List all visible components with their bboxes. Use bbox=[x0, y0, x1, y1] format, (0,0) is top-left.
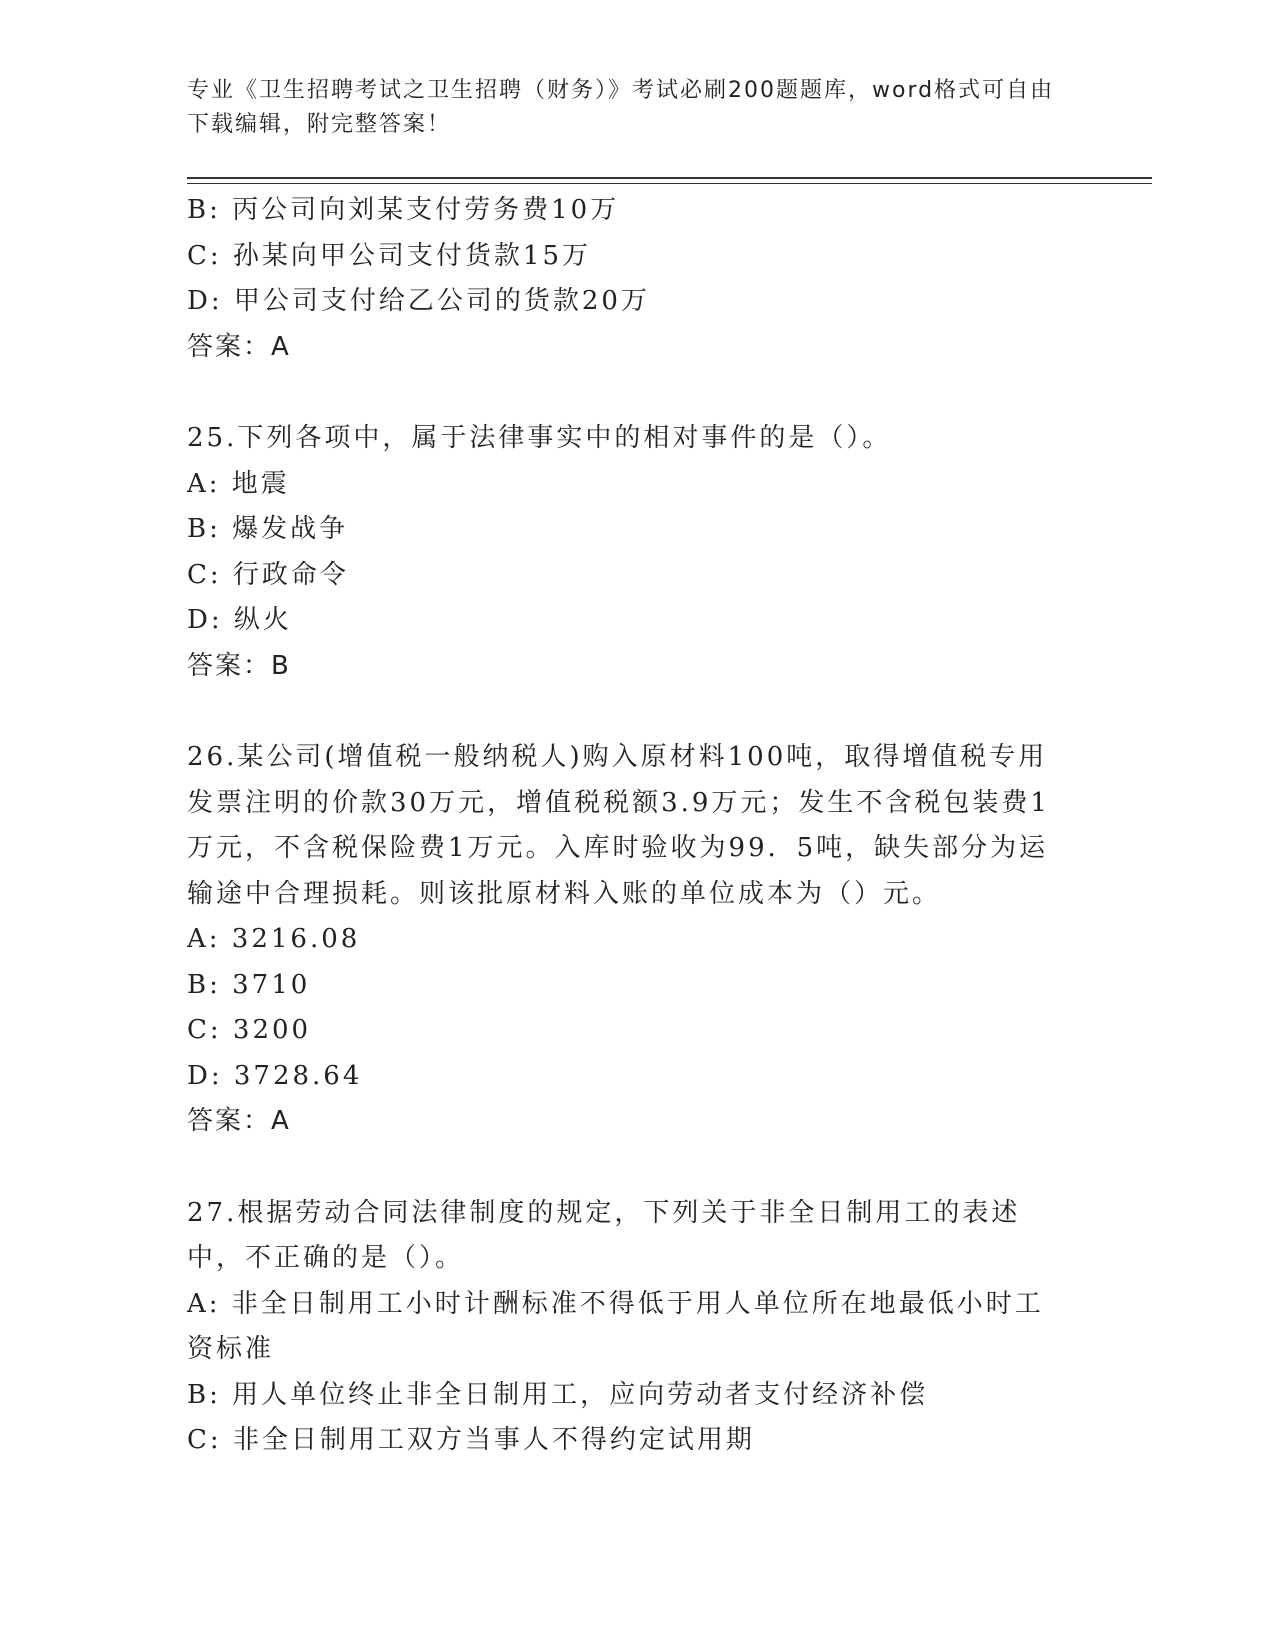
spacer bbox=[187, 1145, 1087, 1191]
header-divider-thin bbox=[187, 183, 1152, 184]
option-c: C: 行政命令 bbox=[187, 559, 349, 590]
question-stem: 27.根据劳动合同法律制度的规定，下列关于非全日制用工的表述中，不正确的是（）。 bbox=[187, 1197, 1021, 1273]
spacer bbox=[187, 370, 1087, 416]
question-list bbox=[187, 188, 1087, 1464]
option-b: B: 爆发战争 bbox=[187, 514, 349, 544]
answer-label: 答案：A bbox=[187, 331, 291, 362]
question-25 bbox=[187, 416, 1087, 689]
option-b: B: 用人单位终止非全日制用工，应向劳动者支付经济补偿 bbox=[187, 1379, 929, 1410]
question-26 bbox=[187, 735, 1087, 1145]
option-a: A: 3216.08 bbox=[187, 924, 361, 954]
question-27 bbox=[187, 1191, 1087, 1464]
option-c: C: 3200 bbox=[187, 1015, 312, 1045]
answer-label: 答案：A bbox=[187, 1106, 291, 1136]
option-b: B: 3710 bbox=[187, 969, 311, 1000]
option-c: C: 孙某向甲公司支付货款15万 bbox=[187, 240, 592, 271]
question-stem: 26.某公司(增值税一般纳税人)购入原材料100吨，取得增值税专用发票注明的价款30万元，增值税税额3.9万元；发生不含税包装费1万元，不含税保险费1万元。入库时验收为99．5吨，缺失部分为运输途中合理损耗。则该批原材料入账的单位成本为（）元。 bbox=[187, 742, 1050, 909]
question-24 bbox=[187, 188, 1087, 370]
answer-label: 答案：B bbox=[187, 650, 291, 681]
question-stem: 25.下列各项中，属于法律事实中的相对事件的是（）。 bbox=[187, 423, 892, 453]
option-a: A: 非全日制用工小时计酬标准不得低于用人单位所在地最低小时工资标准 bbox=[187, 1288, 1044, 1364]
spacer bbox=[187, 689, 1087, 735]
option-a: A: 地震 bbox=[187, 468, 290, 499]
option-c: C: 非全日制用工双方当事人不得约定试用期 bbox=[187, 1425, 755, 1455]
option-d: D: 3728.64 bbox=[187, 1060, 363, 1091]
header-divider-thick bbox=[187, 177, 1152, 179]
header-title: 专业《卫生招聘考试之卫生招聘（财务）》考试必刷200题题库，word格式可自由下载编辑，附完整答案！ bbox=[187, 78, 1055, 137]
option-d: D: 甲公司支付给乙公司的货款20万 bbox=[187, 286, 650, 316]
document-header bbox=[187, 74, 1067, 142]
option-b: B: 丙公司向刘某支付劳务费10万 bbox=[187, 195, 620, 225]
option-d: D: 纵火 bbox=[187, 605, 292, 635]
